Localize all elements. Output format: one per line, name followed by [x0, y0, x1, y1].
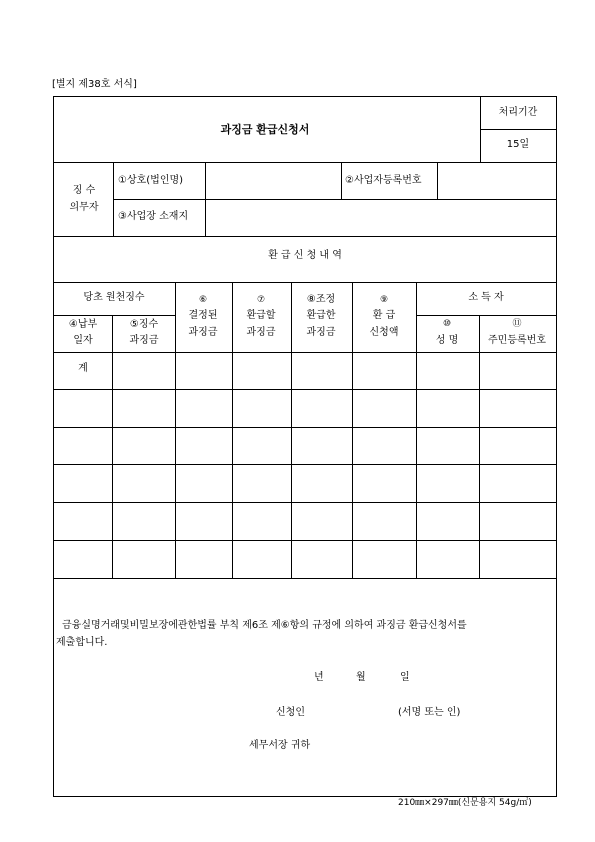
- col6-number: ⑥: [198, 295, 208, 305]
- table-row-line-1: [53, 389, 557, 390]
- payer-mid-line: [113, 199, 556, 200]
- col11-header: 주민등록번호: [488, 335, 546, 346]
- col6-header-line2: 과징금: [188, 327, 218, 338]
- col-divider-7: [479, 315, 480, 578]
- col5-header-line1: ⑤징수: [129, 319, 159, 330]
- payer-reg-divider-2: [437, 162, 438, 199]
- withholding-subheader-line: [53, 315, 175, 316]
- applicant-label: 신청인: [276, 707, 305, 718]
- frame-right: [556, 96, 557, 797]
- col9-header-line1: 환 급: [372, 310, 396, 321]
- processing-period-value: 15일: [506, 139, 530, 150]
- form-title: 과징금 환급신청서: [220, 123, 310, 136]
- form-number-label: [별지 제38호 서식]: [52, 79, 137, 90]
- addressee-label: 세무서장 귀하: [249, 740, 311, 751]
- payer-label-line2: 의무자: [69, 202, 99, 213]
- col8-header-line1: ⑧조정: [306, 294, 336, 305]
- income-earner-subheader-line: [416, 315, 556, 316]
- col-divider-5: [352, 282, 353, 578]
- income-earner-header: 소 득 자: [468, 292, 504, 303]
- registration-number-label: ②사업자등록번호: [345, 175, 422, 186]
- col10-header: 성 명: [435, 335, 459, 346]
- col-divider-4: [291, 282, 292, 578]
- col6-header-line1: 결정된: [188, 310, 218, 321]
- date-month-label: 월: [356, 672, 366, 683]
- payer-top-line: [53, 162, 557, 163]
- col5-header-line2: 과징금: [129, 335, 159, 346]
- table-row-line-2: [53, 427, 557, 428]
- declaration-line1: 금융실명거래및비밀보장에관한법률 부칙 제6조 제⑥항의 규정에 의하여 과징금 환급신청서를: [62, 620, 467, 631]
- col9-header-line2: 신청액: [369, 327, 399, 338]
- period-divider: [480, 129, 556, 130]
- payer-field-divider: [205, 162, 206, 236]
- business-address-label: ③사업장 소재지: [118, 211, 189, 222]
- col10-number: ⑩: [442, 319, 452, 329]
- table-header-bottom-line: [53, 352, 557, 353]
- total-row-label: 계: [78, 363, 88, 374]
- col-divider-3: [232, 282, 233, 578]
- refund-section-title: 환 급 신 청 내 역: [268, 250, 342, 261]
- business-name-label: ①상호(법인명): [118, 175, 184, 186]
- col7-number: ⑦: [256, 295, 266, 305]
- col11-number: ⑪: [512, 319, 522, 329]
- frame-bottom: [53, 796, 557, 797]
- original-withholding-header: 당초 원천징수: [83, 292, 145, 303]
- table-bottom-line: [53, 578, 557, 579]
- declaration-line2: 제출합니다.: [56, 637, 108, 648]
- table-row-line-5: [53, 540, 557, 541]
- frame-top: [53, 96, 557, 97]
- col7-header-line1: 환급할: [246, 310, 276, 321]
- section-title-top-line: [53, 236, 557, 237]
- col9-number: ⑨: [379, 295, 389, 305]
- col8-header-line3: 과징금: [306, 327, 336, 338]
- col4-header-line1: ④납부: [68, 319, 98, 330]
- table-row-line-3: [53, 464, 557, 465]
- table-header-top-line: [53, 282, 557, 283]
- col8-header-line2: 환급한: [306, 310, 336, 321]
- frame-left: [53, 96, 54, 796]
- processing-period-label: 처리기간: [498, 107, 538, 118]
- col4-header-line2: 일자: [73, 335, 93, 346]
- payer-label-line1: 징 수: [72, 185, 96, 196]
- payer-reg-divider-1: [341, 162, 342, 199]
- signature-label: (서명 또는 인): [398, 707, 461, 718]
- col-divider-6: [416, 282, 417, 578]
- date-day-label: 일: [400, 672, 410, 683]
- col-divider-1: [112, 315, 113, 578]
- date-year-label: 년: [314, 672, 324, 683]
- col7-header-line2: 과징금: [246, 327, 276, 338]
- table-row-line-4: [53, 502, 557, 503]
- paper-spec-note: 210㎜×297㎜(신문용지 54g/㎡): [398, 798, 532, 808]
- col-divider-2: [175, 282, 176, 578]
